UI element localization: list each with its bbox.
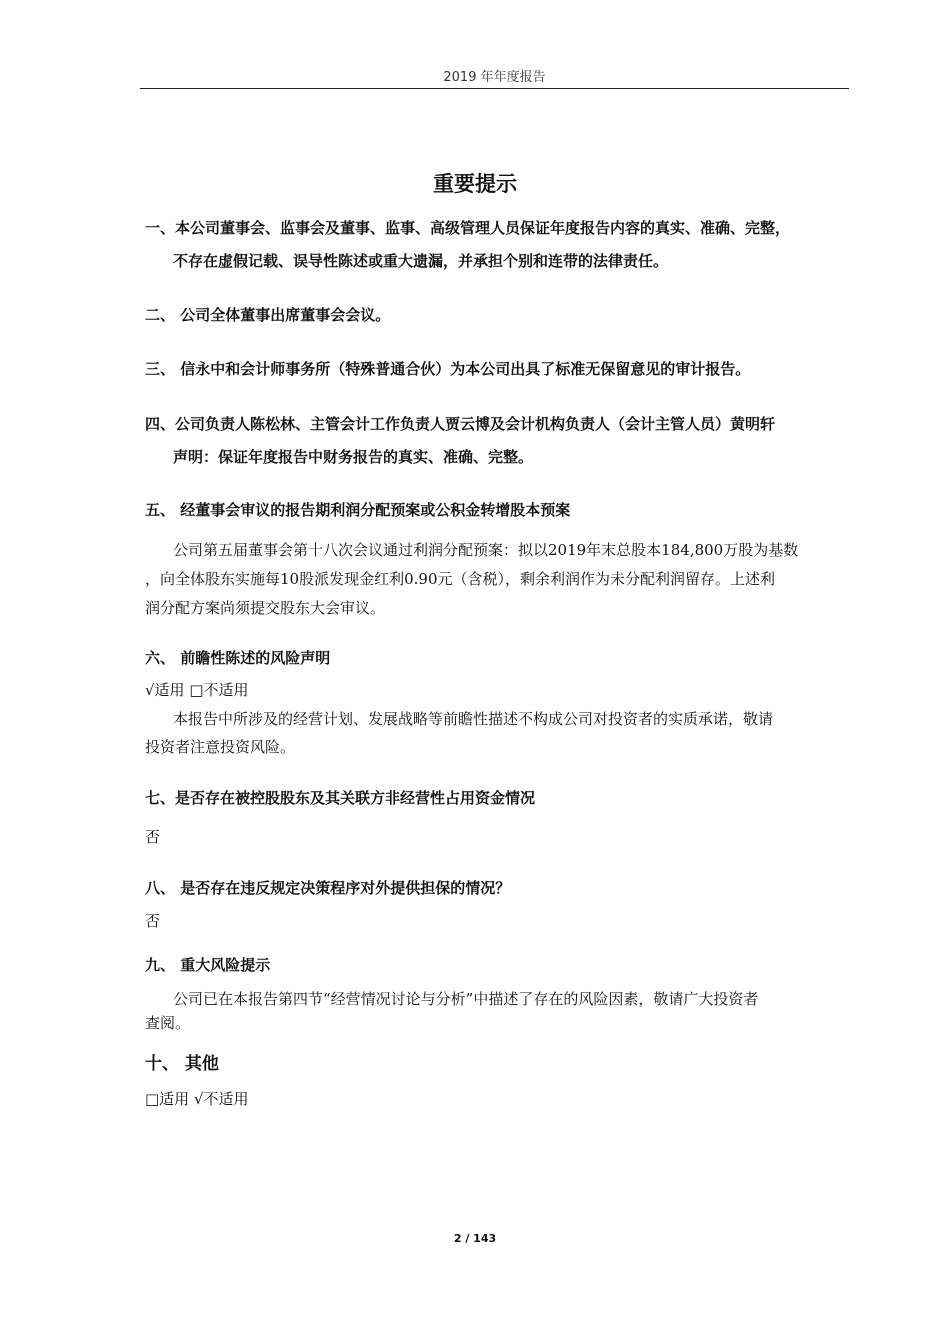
section-6-heading: 六、 前瞻性陈述的风险声明 — [145, 649, 331, 667]
section-4-line-1: 四、公司负责人陈松林、主管会计工作负责人贾云博及会计机构负责人（会计主管人员）黄明轩 — [145, 415, 776, 433]
section-5-text-2: ，向全体股东实施每10股派发现金红利0.90元（含税），剩余利润作为未分配利润留存。上述利 — [145, 570, 775, 588]
page-title: 重要提示 — [433, 172, 517, 196]
section-5-heading: 五、 经董事会审议的报告期利润分配预案或公积金转增股本预案 — [145, 501, 571, 519]
section-7-heading: 七、是否存在被控股股东及其关联方非经营性占用资金情况 — [145, 789, 536, 807]
section-6-text-2: 投资者注意投资风险。 — [145, 738, 296, 756]
section-9-text-2: 查阅。 — [145, 1014, 191, 1032]
section-1-line-2: 不存在虚假记载、误导性陈述或重大遗漏，并承担个别和连带的法律责任。 — [173, 252, 669, 270]
section-9-heading: 九、 重大风险提示 — [145, 956, 271, 974]
section-9-text-1: 公司已在本报告第四节“经营情况讨论与分析”中描述了存在的风险因素，敬请广大投资者 — [173, 990, 759, 1008]
section-6-options: √适用 □不适用 — [145, 681, 249, 699]
header-rule — [140, 88, 849, 89]
section-8-answer: 否 — [145, 912, 161, 930]
section-6-text-1: 本报告中所涉及的经营计划、发展战略等前瞻性描述不构成公司对投资者的实质承诺，敬请 — [173, 710, 774, 728]
section-10-heading: 十、 其他 — [145, 1054, 219, 1074]
section-4-line-2: 声明：保证年度报告中财务报告的真实、准确、完整。 — [173, 448, 534, 466]
section-3: 三、 信永中和会计师事务所（特殊普通合伙）为本公司出具了标准无保留意见的审计报告。 — [145, 360, 751, 378]
page-number: 2 / 143 — [453, 1232, 497, 1245]
section-5-text-1: 公司第五届董事会第十八次会议通过利润分配预案：拟以2019年末总股本184,800万股为基数 — [173, 541, 799, 559]
section-10-options: □适用 √不适用 — [145, 1090, 249, 1108]
section-7-answer: 否 — [145, 828, 161, 846]
section-8-heading: 八、 是否存在违反规定决策程序对外提供担保的情况？ — [145, 879, 511, 897]
page-header: 2019 年年度报告 — [443, 70, 546, 85]
section-5-text-3: 润分配方案尚须提交股东大会审议。 — [145, 599, 386, 617]
section-1-line-1: 一、本公司董事会、监事会及董事、监事、高级管理人员保证年度报告内容的真实、准确、完整， — [145, 219, 791, 237]
section-2: 二、 公司全体董事出席董事会会议。 — [145, 306, 391, 324]
